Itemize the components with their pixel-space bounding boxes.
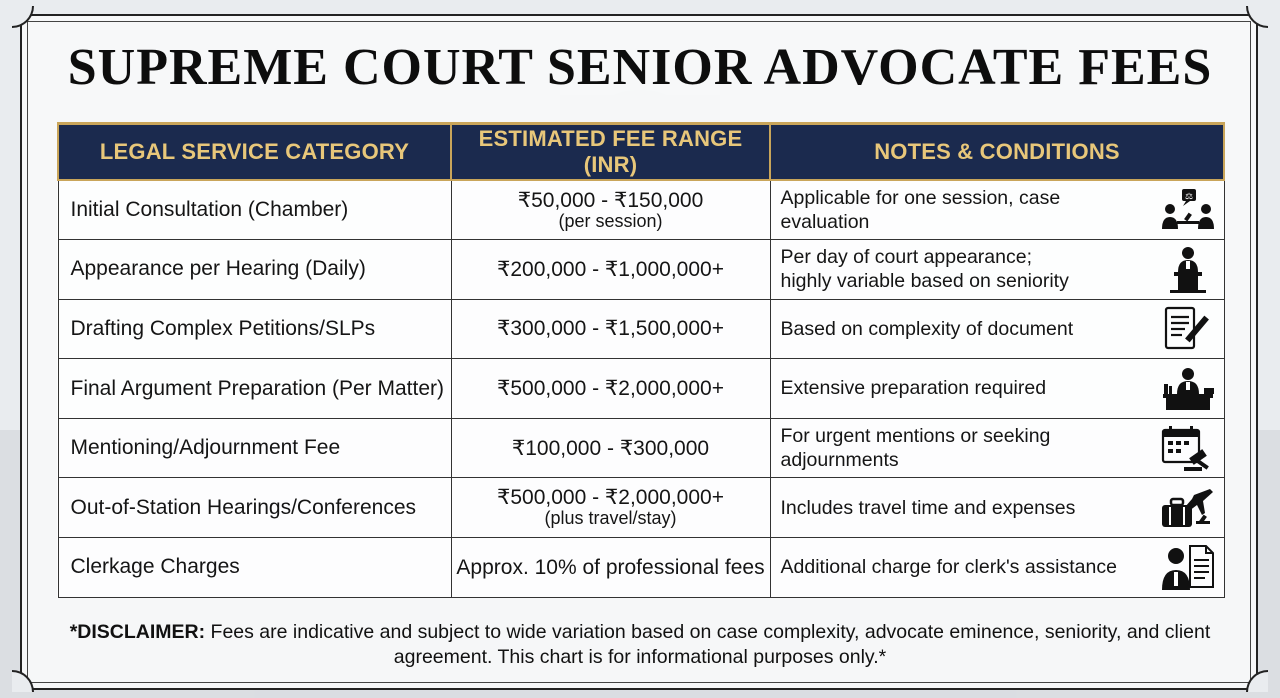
service-category: Final Argument Preparation (Per Matter) [58,359,451,419]
fee-range-cell [451,299,770,359]
note-text [771,186,1224,235]
fee-range: ₹50,000 - ₹150,000 [517,188,704,212]
note-line: For urgent mentions or seeking [780,424,1051,447]
disclaimer-label: *DISCLAIMER: [69,621,206,643]
lawyer-desk-books-icon [1160,364,1216,414]
table-row [58,359,1224,419]
document-pen-icon [1160,304,1216,354]
note-line: Additional charge for clerk's assistance [780,556,1117,579]
note-line: Per day of court appearance; [780,246,1032,269]
notes-cell [770,478,1224,538]
consultation-icon [1160,185,1216,235]
disclaimer-text: Fees are indicative and subject to wide variation based on case complexity, advocate eminence, seniority, and client agreement. This chart is for informational purposes only.* [205,621,1211,668]
fee-qualifier: (plus travel/stay) [544,508,677,529]
table-header-row [58,124,1224,181]
note-line: highly variable based on seniority [780,270,1069,293]
notes-cell [770,299,1224,359]
notes-cell [770,180,1224,240]
service-category: Clerkage Charges [58,538,451,598]
service-category: Drafting Complex Petitions/SLPs [58,299,451,359]
note-line: adjournments [780,449,899,472]
notes-cell [770,418,1224,478]
header-category: LEGAL SERVICE CATEGORY [58,124,451,181]
lawyer-podium-icon [1160,244,1216,294]
calendar-gavel-icon [1160,423,1216,473]
fees-table [57,122,1225,598]
table-row [58,299,1224,359]
fee-range: ₹500,000 - ₹2,000,000+ [497,377,724,401]
fee-qualifier: (per session) [558,210,663,231]
header-fee-range: ESTIMATED FEE RANGE (INR) [451,124,770,181]
fee-range-cell [451,180,770,240]
note-line: Applicable for one session, case evaluation [780,186,1061,234]
fee-range: ₹200,000 - ₹1,000,000+ [497,257,724,281]
note-text [771,245,1224,294]
travel-luggage-icon [1160,483,1216,533]
clerk-document-icon [1160,542,1216,592]
fee-range-cell [451,538,770,598]
note-line: Extensive preparation required [780,377,1047,400]
notes-cell [770,240,1224,300]
notes-cell [770,359,1224,419]
table-row [58,418,1224,478]
fee-range-cell [451,240,770,300]
table-row [58,478,1224,538]
disclaimer [40,620,1240,670]
fee-range: Approx. 10% of professional fees [456,555,765,579]
note-text [771,317,1224,341]
service-category: Out-of-Station Hearings/Conferences [58,478,451,538]
page-title: SUPREME COURT SENIOR ADVOCATE FEES [67,39,1213,96]
service-category: Appearance per Hearing (Daily) [58,240,451,300]
fee-range-cell [451,418,770,478]
table-row [58,538,1224,598]
note-text [771,424,1224,473]
service-category: Mentioning/Adjournment Fee [58,418,451,478]
notes-cell [770,538,1224,598]
table-row [58,240,1224,300]
fee-range: ₹300,000 - ₹1,500,000+ [497,317,724,341]
fee-range: ₹100,000 - ₹300,000 [511,436,710,460]
fee-range-cell [451,478,770,538]
header-notes: NOTES & CONDITIONS [770,124,1224,181]
note-line: Based on complexity of document [780,317,1074,340]
service-category: Initial Consultation (Chamber) [58,180,451,240]
fee-range-cell [451,359,770,419]
fee-range: ₹500,000 - ₹2,000,000+ [497,486,724,510]
note-text [771,496,1224,520]
table-row [58,180,1224,240]
note-line: Includes travel time and expenses [780,496,1076,519]
svg-text:⚖: ⚖ [1184,192,1193,203]
note-text [771,555,1224,579]
note-text [771,376,1224,400]
